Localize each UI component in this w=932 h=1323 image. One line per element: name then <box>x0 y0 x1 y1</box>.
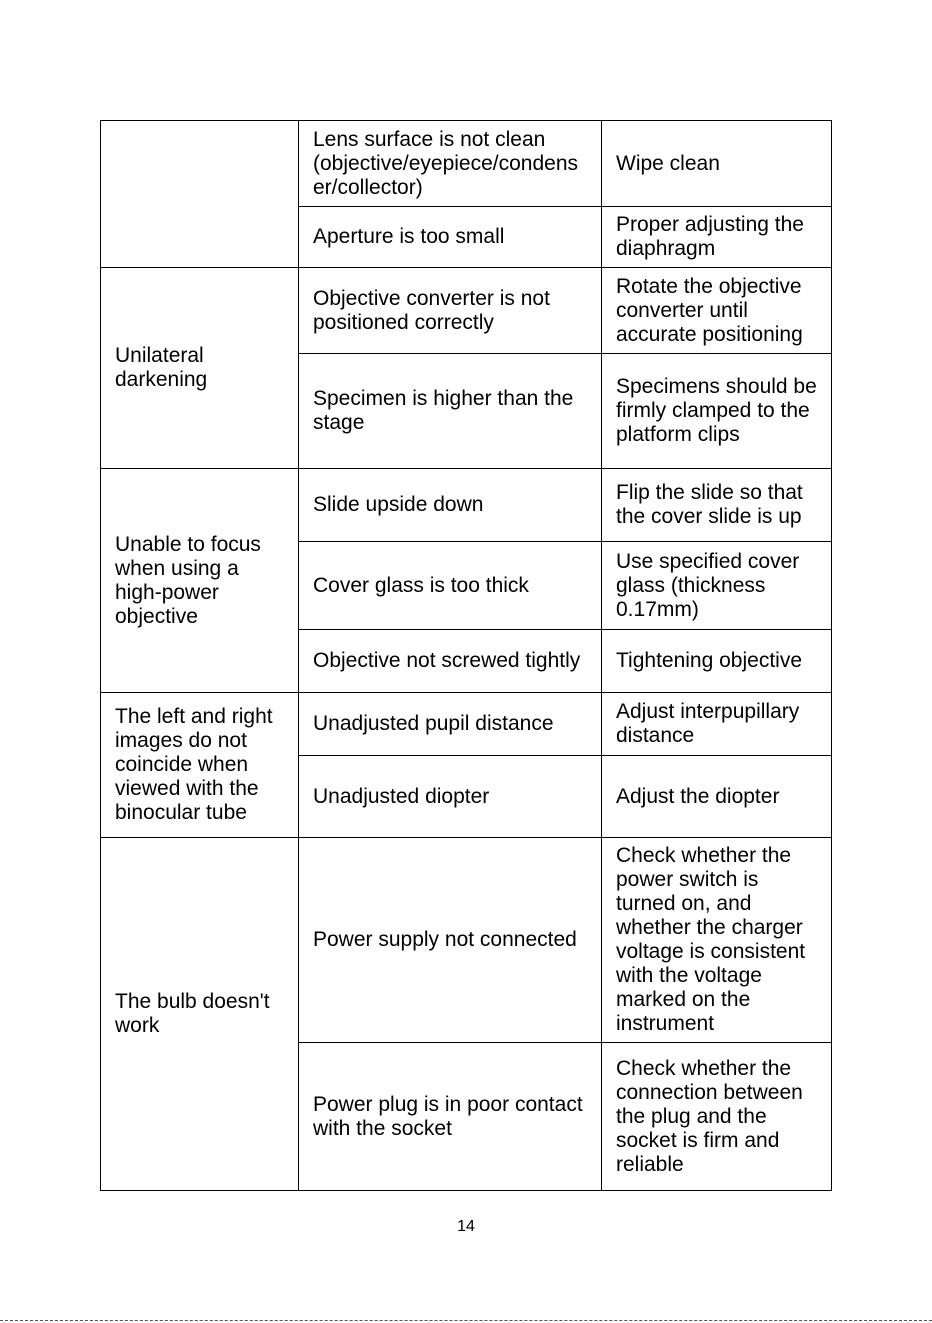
cause-cell: Objective converter is not positioned correctly <box>299 268 602 354</box>
solution-cell: Use specified cover glass (thickness 0.17mm) <box>602 542 832 630</box>
cause-cell: Aperture is too small <box>299 207 602 268</box>
solution-cell: Wipe clean <box>602 121 832 207</box>
table-row <box>101 693 832 756</box>
cause-cell: Specimen is higher than the stage <box>299 354 602 469</box>
cause-cell: Unadjusted diopter <box>299 756 602 838</box>
cause-cell: Objective not screwed tightly <box>299 630 602 693</box>
cause-cell: Power supply not connected <box>299 838 602 1043</box>
solution-cell: Tightening objective <box>602 630 832 693</box>
cause-cell: Power plug is in poor contact with the socket <box>299 1043 602 1191</box>
solution-cell: Check whether the power switch is turned on, and whether the charger voltage is consistent with the voltage marked on the instrument <box>602 838 832 1043</box>
solution-cell: Check whether the connection between the plug and the socket is firm and reliable <box>602 1043 832 1191</box>
phenomenon-cell: The bulb doesn't work <box>101 838 299 1191</box>
page-bottom-divider <box>0 1320 932 1321</box>
solution-cell: Rotate the objective converter until accurate positioning <box>602 268 832 354</box>
cause-cell: Cover glass is too thick <box>299 542 602 630</box>
cause-cell: Lens surface is not clean (objective/eyepiece/condens er/collector) <box>299 121 602 207</box>
solution-cell: Flip the slide so that the cover slide is up <box>602 469 832 542</box>
table-row <box>101 268 832 354</box>
phenomenon-cell <box>101 121 299 268</box>
phenomenon-cell: The left and right images do not coincide when viewed with the binocular tube <box>101 693 299 838</box>
table-row <box>101 121 832 207</box>
cause-cell: Unadjusted pupil distance <box>299 693 602 756</box>
page-number: 14 <box>457 1218 475 1235</box>
table-row <box>101 838 832 1043</box>
solution-cell: Adjust interpupillary distance <box>602 693 832 756</box>
table-row <box>101 469 832 542</box>
solution-cell: Proper adjusting the diaphragm <box>602 207 832 268</box>
phenomenon-cell: Unable to focus when using a high-power objective <box>101 469 299 693</box>
solution-cell: Adjust the diopter <box>602 756 832 838</box>
troubleshooting-table <box>100 120 832 1191</box>
solution-cell: Specimens should be firmly clamped to the platform clips <box>602 354 832 469</box>
cause-cell: Slide upside down <box>299 469 602 542</box>
phenomenon-cell: Unilateral darkening <box>101 268 299 469</box>
